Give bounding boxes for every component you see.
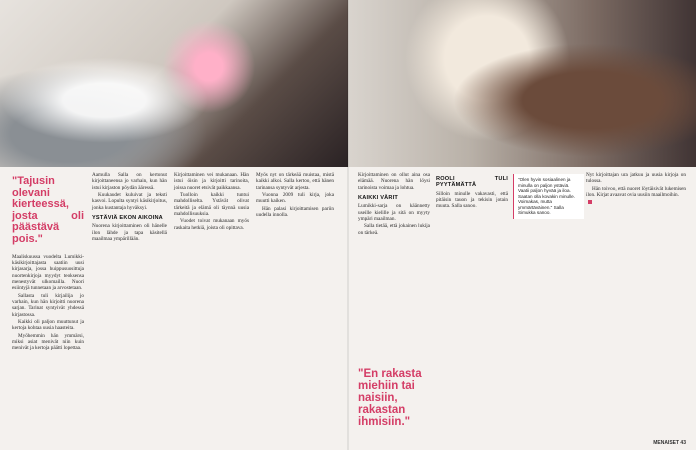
end-mark-icon [588,200,592,204]
article-column-6 [436,172,508,211]
pull-quote-right: "En rakasta miehiin tai naisiin, rakastan ihmisiin." [358,368,422,428]
paragraph: Nyt kirjoittajan ura jatkuu ja uusia kirjoja on tulossa. [586,172,686,185]
page-gutter [347,0,349,450]
paragraph: Tuolloin kaikki tuntui mahdolliselta. Ystävät olivat tärkeitä ja elämä oli täynnä uusia mahdollisuuksia. [174,192,249,218]
article-column-5 [358,172,430,237]
page-footer: MENAISET 43 [653,440,686,446]
paragraph: Myöhemmin hän ymmärsi, miksi asiat menivät niin kuin menivät ja kertoja päätti lopettaa. [12,332,84,352]
article-column-3 [174,172,249,232]
paragraph: Sallasta tuli kirjailija jo varhain, kun hän kirjoitti nuorena sarjan. Tarinat syntyivät yhdessä kirjastossa. [12,292,84,318]
paragraph: Kirjoittaminen vei mukanaan. Hän istui öisin ja kirjoitti tarinoita, joissa nuoret etsivät paikkaansa. [174,172,249,191]
paragraph: Lumikki-sarja on käännetty useille kielille ja sitä on myyty ympäri maailman. [358,203,430,223]
paragraph: Aamulla Salla on kertonut kirjoittaneensa jo varhain, kun hän istui kirjaston pöydän ääressä. [92,172,167,191]
pull-quote-left: "Tajusin olevani kierteessä, josta oli päästävä pois." [12,175,84,245]
paragraph: Kaikki oli paljon muuttunut ja kertoja kohtaa uusia haasteita. [12,319,84,332]
paragraph: Nuorena kirjoittaminen oli hänelle ilon lähde ja tapa käsitellä maailmaa ympärillään. [92,223,167,243]
article-column-2 [92,172,167,243]
sidebar-quote: "Olen hyvin sosiaalinen ja minulla on paljon ystäviä. Vaatii paljon hyvää ja iloa. Saatan olla kovakin minulle. Voimakas, mutta ymmärtäväinen." Salla Simukka sanoo. [513,174,584,219]
paragraph: Myös nyt on tärkeää muistaa, mistä kaikki alkoi. Salla kertoo, että hänen tarinansa syntyvät arjesta. [256,172,334,191]
paragraph: Maaliskuussa vuodelta Lumikki-käsikirjoittajasta saatiin uusi kirjasarja, jossa huippusuosittuja nuortenkirjoja myydyt teoksensa menestyvät ulkomailla. Nuori esiintyjä tunnetaan ja arvostetaan. [12,253,84,292]
closeup-photo [348,0,696,167]
subheading: YSTÄVIÄ EKON AIKOINA [92,215,163,222]
article-column-7 [586,172,686,206]
paragraph: Kirjoittaminen on ollut aina osa elämää. Nuorena hän löysi tarinoista voimaa ja lohtua. [358,172,430,191]
paragraph: Kuukaudet kuluivat ja teksti kasvoi. Lopulta syntyi käsikirjoitus, jonka kustantaja hyväksyi. [92,192,167,211]
article-column-1 [12,172,84,353]
paragraph: Salla tietää, että jokainen lukija on tärkeä. [358,223,430,236]
subheading: KAIKKI VÄRIT [358,195,399,202]
article-column-4 [256,172,334,219]
paragraph: Silloin minulle vakavasti, että pitäisin tauon ja tekisin jotain muuta. Salla sanoo. [436,190,508,210]
portrait-photo [0,0,348,167]
paragraph: Hän toivoo, että nuoret löytäisivät lukemisen ilon. Kirjat avaavat ovia uusiin maailmoihin. [586,185,686,199]
paragraph: Vuodet toivat mukanaan myös raskaita hetkiä, joista oli opittava. [174,218,249,231]
subheading: ROOLI TULI PYYTÄMÄTTÄ [436,176,508,189]
paragraph: Hän palasi kirjoittamisen pariin uudella innolla. [256,205,334,219]
paragraph: Vuonna 2009 tuli kirja, joka muutti kaiken. [256,192,334,205]
